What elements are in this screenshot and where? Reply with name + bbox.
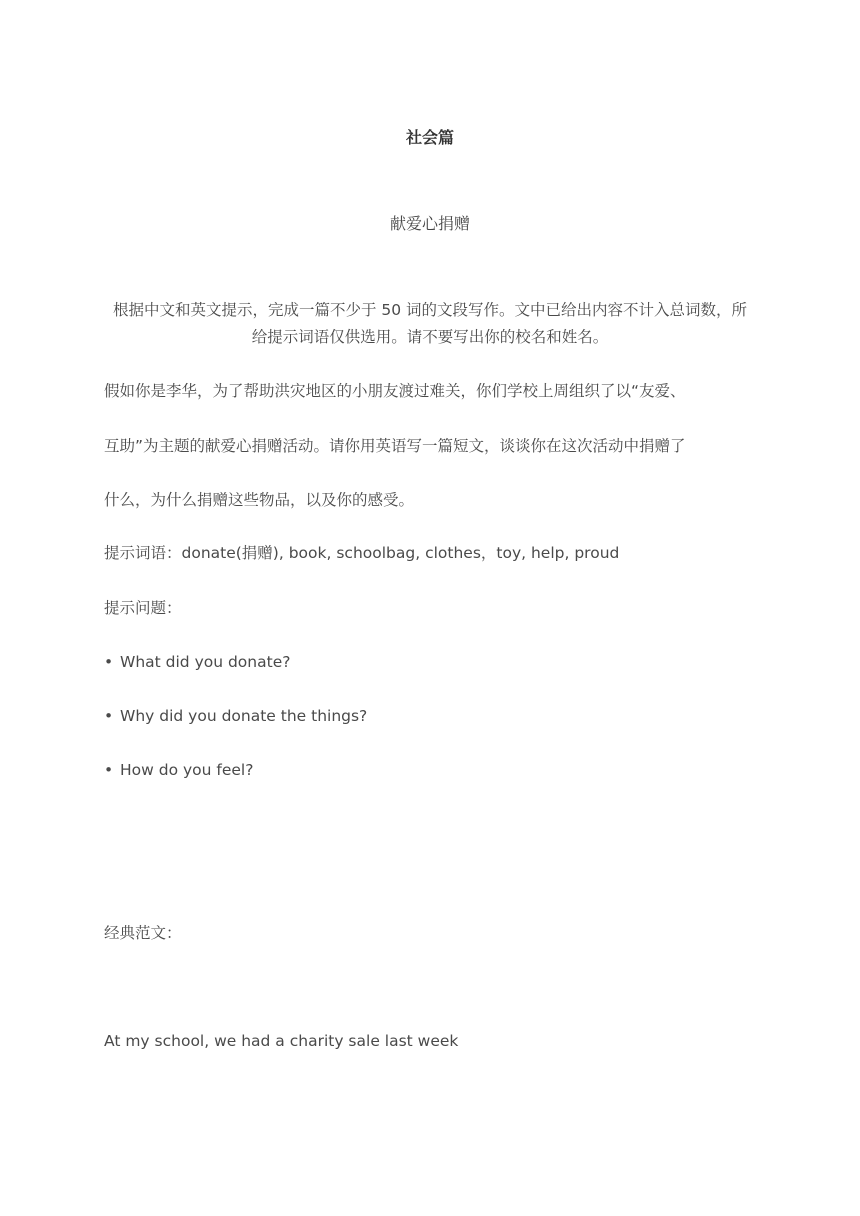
question-text: Why did you donate the things? [120, 707, 368, 725]
page-subtitle: 献爱心捐赠 [389, 214, 470, 233]
prompt-line-3: 什么，为什么捐赠这些物品，以及你的感受。 [104, 491, 415, 509]
hint-words: 提示词语：donate(捐赠), book, schoolbag, clothes，toy, help, proud [104, 544, 620, 562]
sample-text-start: At my school, we had a charity sale last week [104, 1032, 459, 1050]
prompt-line-1: 假如你是李华，为了帮助洪灾地区的小朋友渡过难关，你们学校上周组织了以“友爱、 [104, 382, 686, 400]
question-item [104, 704, 367, 728]
question-text: What did you donate? [120, 653, 291, 671]
sample-label: 经典范文： [104, 924, 182, 942]
hint-questions-label: 提示问题： [104, 599, 182, 617]
page-title: 社会篇 [405, 128, 454, 147]
question-text: How do you feel? [120, 761, 254, 779]
bullet-icon: • [104, 707, 114, 725]
question-item [104, 758, 253, 782]
instruction-line-1: 根据中文和英文提示，完成一篇不少于 50 词的文段写作。文中已给出内容不计入总词数，所 [112, 301, 748, 319]
prompt-line-2: 互助”为主题的献爱心捐赠活动。请你用英语写一篇短文，谈谈你在这次活动中捐赠了 [104, 437, 686, 455]
question-item [104, 650, 290, 674]
instruction-line-2: 给提示词语仅供选用。请不要写出你的校名和姓名。 [251, 328, 609, 346]
bullet-icon: • [104, 653, 114, 671]
bullet-icon: • [104, 761, 114, 779]
